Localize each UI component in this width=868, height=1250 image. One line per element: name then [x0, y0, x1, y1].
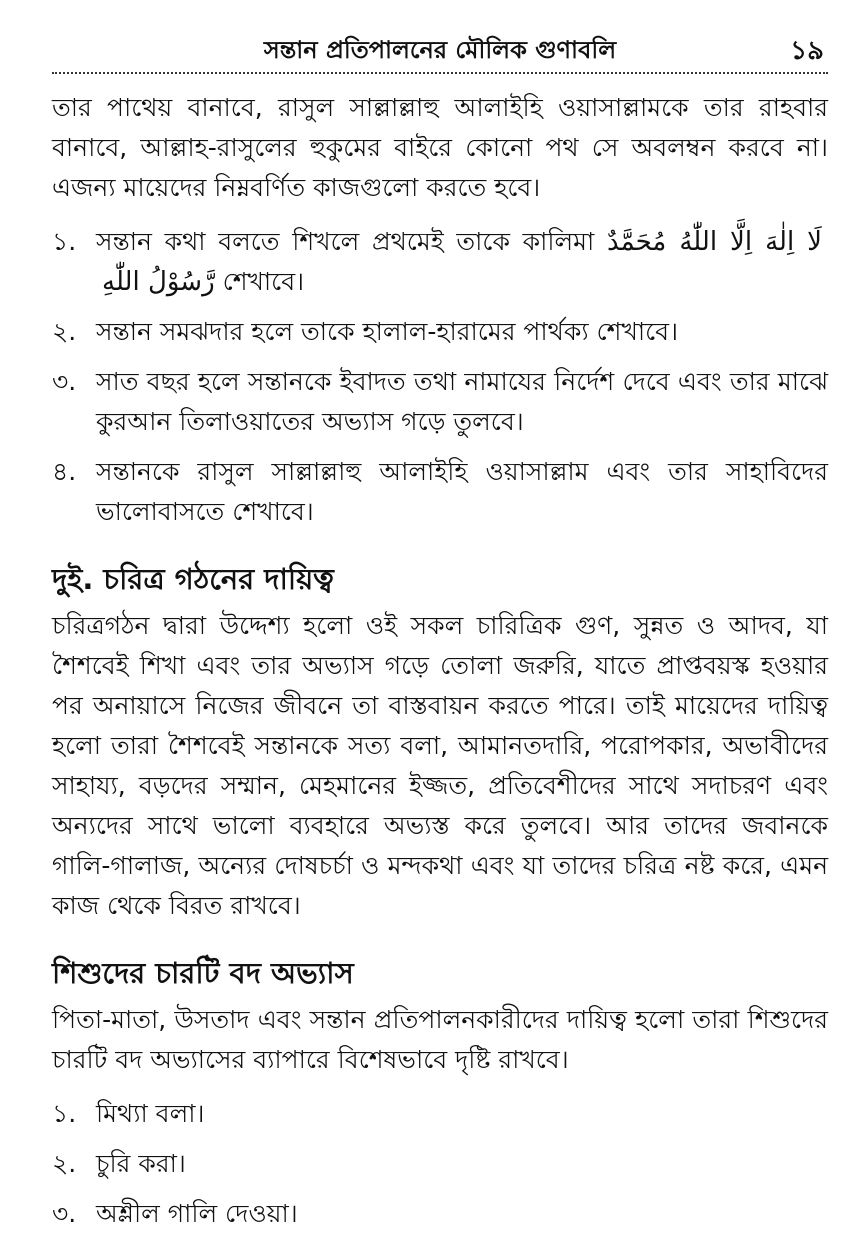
list-number: ১. — [52, 227, 77, 256]
page-header — [52, 0, 828, 74]
page-number: ১৯ — [790, 36, 824, 66]
list-item — [52, 222, 828, 302]
bad-habits-paragraph: পিতা-মাতা, উসতাদ এবং সন্তান প্রতিপালনকারীদের দায়িত্ব হলো তারা শিশুদের চারটি বদ অভ্যাসের ব্যাপারে বিশেষভাবে দৃষ্টি রাখবে। — [52, 1005, 828, 1074]
list-number: ৩. — [52, 1199, 77, 1228]
list-text: সাত বছর হলে সন্তানকে ইবাদত তথা নামাযের নির্দেশ দেবে এবং তার মাঝে কুরআন তিলাওয়াতের অভ্যাস গড়ে তুলবে। — [96, 367, 828, 436]
list-text — [96, 222, 828, 302]
section-heading-character: দুই. চরিত্র গঠনের দায়িত্ব — [52, 562, 334, 596]
list-item — [52, 1194, 828, 1234]
list-text-after: শেখাবে। — [222, 267, 305, 296]
list-number: ৪. — [52, 457, 77, 486]
list-text: অশ্লীল গালি দেওয়া। — [96, 1199, 298, 1228]
list-number: ১. — [52, 1099, 77, 1128]
character-paragraph: চরিত্রগঠন দ্বারা উদ্দেশ্য হলো ওই সকল চারিত্রিক গুণ, সুন্নত ও আদব, যা শৈশবেই শিখা এবং তার অভ্যাস গড়ে তোলা জরুরি, যাতে প্রাপ্তবয়স্ক হওয়ার পর অনায়াসে নিজের জীবনে তা বাস্তবায়ন করতে পারে। তাই মায়েদের দায়িত্ব হলো তারা শৈশবেই সন্তানকে সত্য বলা, আমানতদারি, পরোপকার, অভাবীদের সাহায্য, বড়দের সম্মান, মেহমানের ইজ্জত, প্রতিবেশীদের সাথে সদাচরণ এবং অন্যদের সাথে ভালো ব্যবহারে অভ্যস্ত করে তুলবে। আর তাদের জবানকে গালি-গালাজ, অন্যের দোষচর্চা ও মন্দকথা এবং যা তাদের চরিত্র নষ্ট করে, এমন কাজ থেকে বিরত রাখবে। — [52, 611, 828, 920]
kalima-arabic: لَا اِلٰهَ اِلَّا اللّٰهُ مُحَمَّدٌ رَّسُوْلُ اللّٰهِ — [102, 227, 822, 297]
section-heading-bad-habits: শিশুদের চারটি বদ অভ্যাস — [52, 956, 354, 990]
duties-list — [52, 222, 828, 532]
list-item — [52, 362, 828, 442]
list-item — [52, 312, 828, 352]
list-text: সন্তান সমঝদার হলে তাকে হালাল-হারামের পার্থক্য শেখাবে। — [96, 317, 679, 346]
list-text: মিথ্যা বলা। — [96, 1099, 205, 1128]
list-text: সন্তানকে রাসুল সাল্লাল্লাহু আলাইহি ওয়াসাল্লাম এবং তার সাহাবিদের ভালোবাসতে শেখাবে। — [96, 457, 828, 526]
list-number: ২. — [52, 1149, 77, 1178]
list-number: ২. — [52, 317, 77, 346]
list-item — [52, 1144, 828, 1184]
list-item — [52, 452, 828, 532]
list-number: ৩. — [52, 367, 77, 396]
running-title: সন্তান প্রতিপালনের মৌলিক গুণাবলি — [263, 36, 617, 64]
intro-paragraph: তার পাথেয় বানাবে, রাসুল সাল্লাল্লাহু আলাইহি ওয়াসাল্লামকে তার রাহবার বানাবে, আল্লাহ-রাসুলের হুকুমের বাইরে কোনো পথ সে অবলম্বন করবে না। এজন্য মায়েদের নিম্নবর্ণিত কাজগুলো করতে হবে। — [52, 93, 828, 202]
list-text: চুরি করা। — [96, 1149, 186, 1178]
list-item — [52, 1094, 828, 1134]
bad-habits-list — [52, 1094, 828, 1234]
list-text-before: সন্তান কথা বলতে শিখলে প্রথমেই তাকে কালিমা — [96, 227, 595, 256]
